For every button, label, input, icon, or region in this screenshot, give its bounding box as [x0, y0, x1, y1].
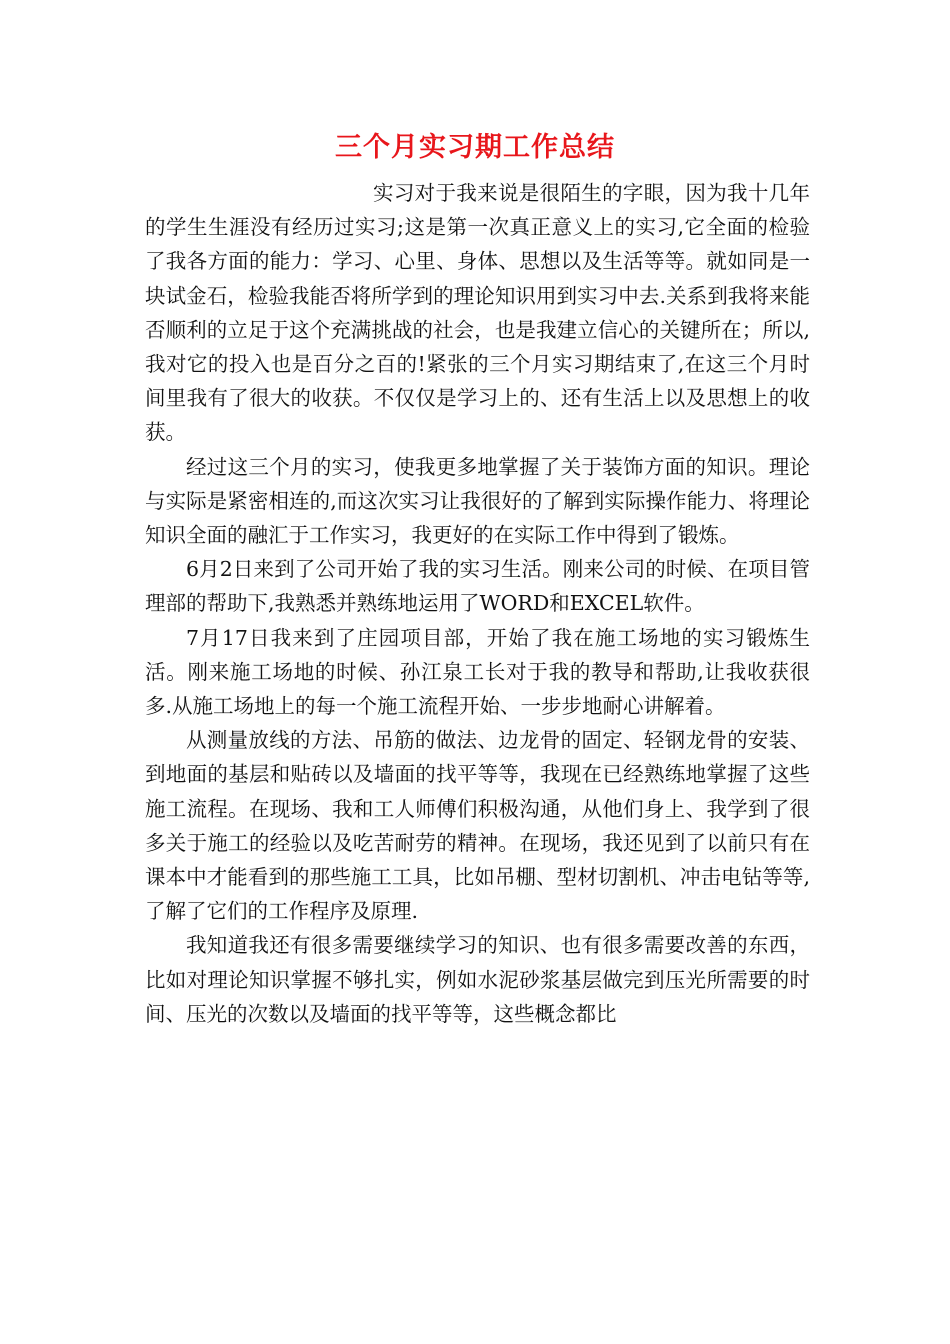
- paragraph-improvement: 我知道我还有很多需要继续学习的知识、也有很多需要改善的东西，比如对理论知识掌握不够扎实，例如水泥砂浆基层做完到压光所需要的时间、压光的次数以及墙面的找平等等，这些概念都比: [145, 933, 810, 1026]
- paragraph-july: 7月17日我来到了庄园项目部，开始了我在施工场地的实习锻炼生活。刚来施工场地的时候、孙江泉工长对于我的教导和帮助,让我收获很多.从施工场地上的每一个施工流程开始、一步步地耐心讲解着。: [145, 625, 810, 719]
- paragraph-construction: 从测量放线的方法、吊筋的做法、边龙骨的固定、轻钢龙骨的安装、到地面的基层和贴砖以及墙面的找平等等，我现在已经熟练地掌握了这些施工流程。在现场、我和工人师傅们积极沟通，从他们身上、我学到了很多关于施工的经验以及吃苦耐劳的精神。在现场，我还见到了以前只有在课本中才能看到的那些施工工具，比如吊棚、型材切割机、冲击电钻等等,了解了它们的工作程序及原理.: [145, 728, 810, 924]
- paragraph-knowledge: 经过这三个月的实习，使我更多地掌握了关于装饰方面的知识。理论与实际是紧密相连的,而这次实习让我很好的了解到实际操作能力、将理论知识全面的融汇于工作实习，我更好的在实际工作中得到了锻炼。: [145, 454, 810, 548]
- document-title: 三个月实习期工作总结: [335, 132, 615, 163]
- paragraph-intro: 实习对于我来说是很陌生的字眼，因为我十几年的学生生涯没有经历过实习;这是第一次真正意义上的实习,它全面的检验了我各方面的能力：学习、心里、身体、思想以及生活等等。就如同是一块试金石，检验我能否将所学到的理论知识用到实习中去.关系到我将来能否顺利的立足于这个充满挑战的社会，也是我建立信心的关键所在；所以,我对它的投入也是百分之百的!紧张的三个月实习期结束了,在这三个月时间里我有了很大的收获。不仅仅是学习上的、还有生活上以及思想上的收获。: [145, 181, 810, 445]
- document-body: [145, 176, 810, 1031]
- paragraph-june: 6月2日来到了公司开始了我的实习生活。刚来公司的时候、在项目管理部的帮助下,我熟悉并熟练地运用了WORD和EXCEL软件。: [145, 557, 810, 616]
